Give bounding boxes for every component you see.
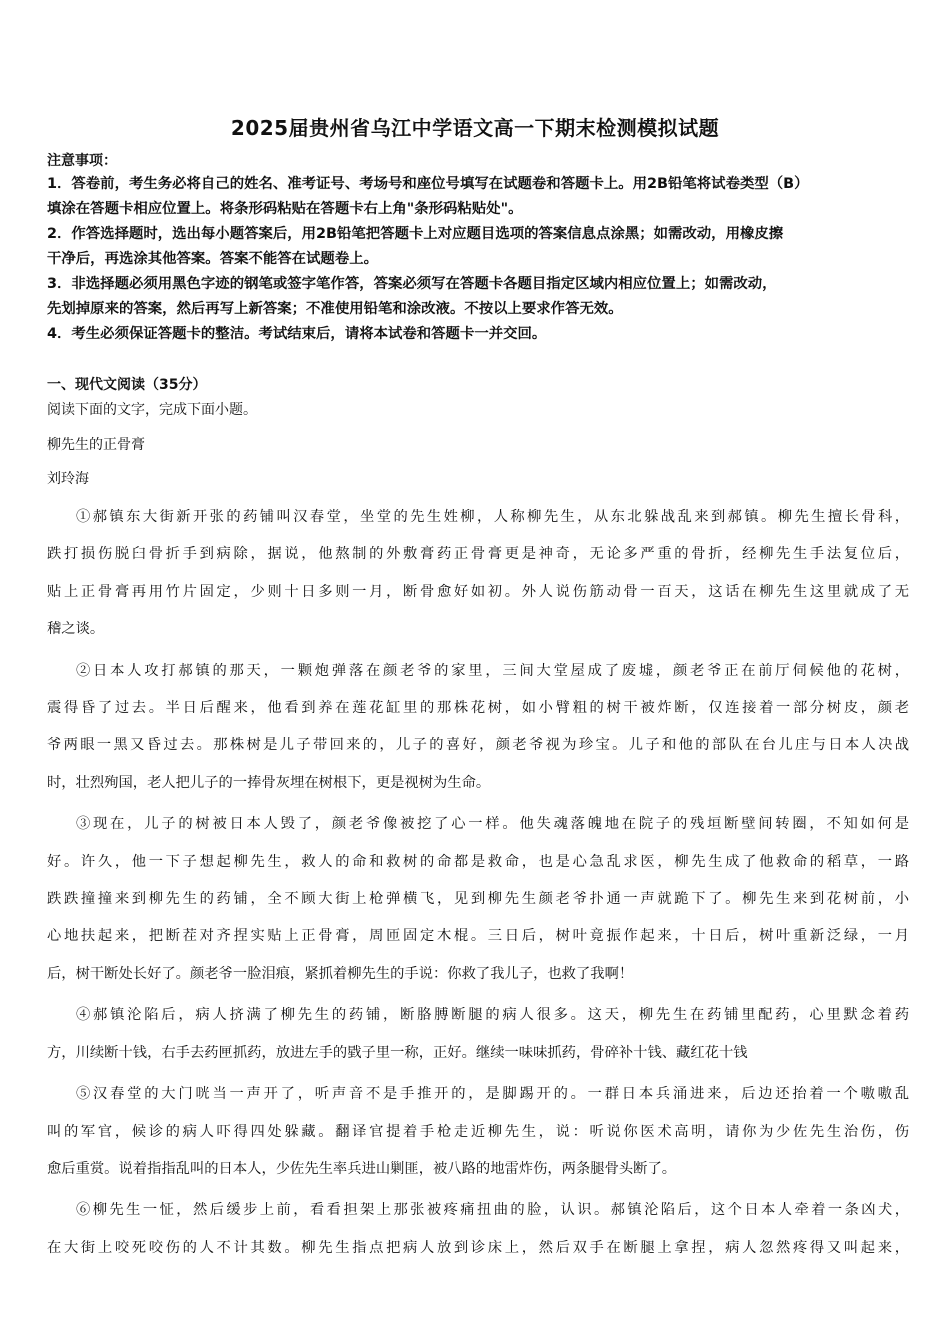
paragraph-2	[47, 653, 909, 803]
paragraph-line: ②日本人攻打郝镇的那天，一颗炮弹落在颜老爷的家里，三间大堂屋成了废墟，颜老爷正在前厅伺候他的花树，	[76, 662, 909, 679]
paragraph-1	[47, 499, 909, 649]
notice-line: 填涂在答题卡相应位置上。将条形码粘贴在答题卡右上角"条形码粘贴处"。	[47, 201, 523, 217]
paragraph-line: 叫的军官，候诊的病人吓得四处躲藏。翻译官提着手枪走近柳先生，说：听说你医术高明，请你为少佐先生治伤，伤	[47, 1123, 909, 1140]
paragraph-line: 方，川续断十钱，右手去药匣抓药，放进左手的戥子里一称，正好。继续一味味抓药，骨碎补十钱、藏红花十钱	[47, 1044, 748, 1061]
paragraph-line: ⑥柳先生一怔，然后缓步上前，看看担架上那张被疼痛扭曲的脸，认识。郝镇沦陷后，这个日本人牵着一条凶犬，	[76, 1202, 909, 1219]
notice-line: 2．作答选择题时，选出每小题答案后，用2B铅笔把答题卡上对应题目选项的答案信息点涂黑；如需改动，用橡皮擦	[47, 226, 784, 242]
paragraph-line: 心地扶起来，把断茬对齐捏实贴上正骨膏，周匝固定木棍。三日后，树叶竟振作起来，十日后，树叶重新泛绿，一月	[47, 928, 909, 945]
paragraph-line: 好。许久，他一下子想起柳先生，救人的命和救树的命都是救命，也是心急乱求医，柳先生成了他救命的稻草，一路	[47, 853, 909, 870]
notice-block	[47, 150, 917, 347]
paragraph-line: 震得昏了过去。半日后醒来，他看到养在莲花缸里的那株花树，如小臂粗的树干被炸断，仅连接着一部分树皮，颜老	[47, 700, 909, 717]
paragraph-3	[47, 806, 909, 993]
paragraph-line: 贴上正骨膏再用竹片固定，少则十日多则一月，断骨愈好如初。外人说伤筋动骨一百天，这话在柳先生这里就成了无	[47, 583, 909, 600]
notice-line: 4．考生必须保证答题卡的整洁。考试结束后，请将本试卷和答题卡一并交回。	[47, 326, 547, 342]
paragraph-6	[47, 1192, 909, 1267]
page-title: 2025届贵州省乌江中学语文高一下期末检测模拟试题	[230, 116, 720, 140]
article-body	[47, 499, 909, 1271]
paragraph-5	[47, 1076, 909, 1188]
article-title: 柳先生的正骨膏	[47, 437, 145, 453]
paragraph-line: 跌打损伤脱臼骨折手到病除，据说，他熬制的外敷膏药正骨膏更是神奇，无论多严重的骨折，经柳先生手法复位后，	[47, 546, 909, 563]
paragraph-line: ⑤汉春堂的大门咣当一声开了，听声音不是手推开的，是脚踢开的。一群日本兵涌进来，后边还抬着一个嗷嗷乱	[76, 1086, 909, 1103]
paragraph-line: 跌跌撞撞来到柳先生的药铺，全不顾大街上枪弹横飞，见到柳先生颜老爷扑通一声就跪下了。柳先生来到花树前，小	[47, 891, 909, 908]
notice-line: 干净后，再选涂其他答案。答案不能答在试题卷上。	[47, 251, 378, 267]
paragraph-line: 在大街上咬死咬伤的人不计其数。柳先生指点把病人放到诊床上，然后双手在断腿上拿捏，病人忽然疼得又叫起来，	[47, 1239, 909, 1256]
paragraph-line: 愈后重赏。说着指指乱叫的日本人，少佐先生率兵进山剿匪，被八路的地雷炸伤，两条腿骨头断了。	[47, 1160, 677, 1177]
notice-line: 先划掉原来的答案，然后再写上新答案；不准使用铅笔和涂改液。不按以上要求作答无效。	[47, 301, 623, 317]
paragraph-line: ③现在，儿子的树被日本人毁了，颜老爷像被挖了心一样。他失魂落魄地在院子的残垣断壁间转圈，不知如何是	[76, 816, 909, 833]
paragraph-line: 后，树干断处长好了。颜老爷一脸泪痕，紧抓着柳先生的手说：你救了我儿子，也救了我啊！	[47, 965, 634, 982]
notice-line: 1．答卷前，考生务必将自己的姓名、准考证号、考场号和座位号填写在试题卷和答题卡上。用2B铅笔将试卷类型（B）	[47, 176, 809, 192]
paragraph-line: ①郝镇东大街新开张的药铺叫汉春堂，坐堂的先生姓柳，人称柳先生，从东北躲战乱来到郝镇。柳先生擅长骨科，	[76, 509, 909, 525]
article-author: 刘玲海	[47, 471, 89, 487]
paragraph-4	[47, 997, 909, 1072]
section-heading: 一、现代文阅读（35分）	[47, 377, 207, 393]
paragraph-line: 爷两眼一黑又昏过去。那株树是儿子带回来的，儿子的喜好，颜老爷视为珍宝。儿子和他的部队在台儿庄与日本人决战	[47, 737, 909, 754]
paragraph-line: 时，壮烈殉国，老人把儿子的一捧骨灰埋在树根下，更是视树为生命。	[47, 774, 491, 791]
paragraph-line: 稽之谈。	[47, 621, 105, 638]
notice-heading: 注意事项：	[47, 153, 117, 169]
notice-line: 3．非选择题必须用黑色字迹的钢笔或签字笔作答，答案必须写在答题卡各题目指定区域内相应位置上；如需改动，	[47, 276, 777, 292]
paragraph-line: ④郝镇沦陷后，病人挤满了柳先生的药铺，断胳膊断腿的病人很多。这天，柳先生在药铺里配药，心里默念着药	[76, 1007, 909, 1024]
section-intro: 阅读下面的文字，完成下面小题。	[47, 402, 257, 418]
